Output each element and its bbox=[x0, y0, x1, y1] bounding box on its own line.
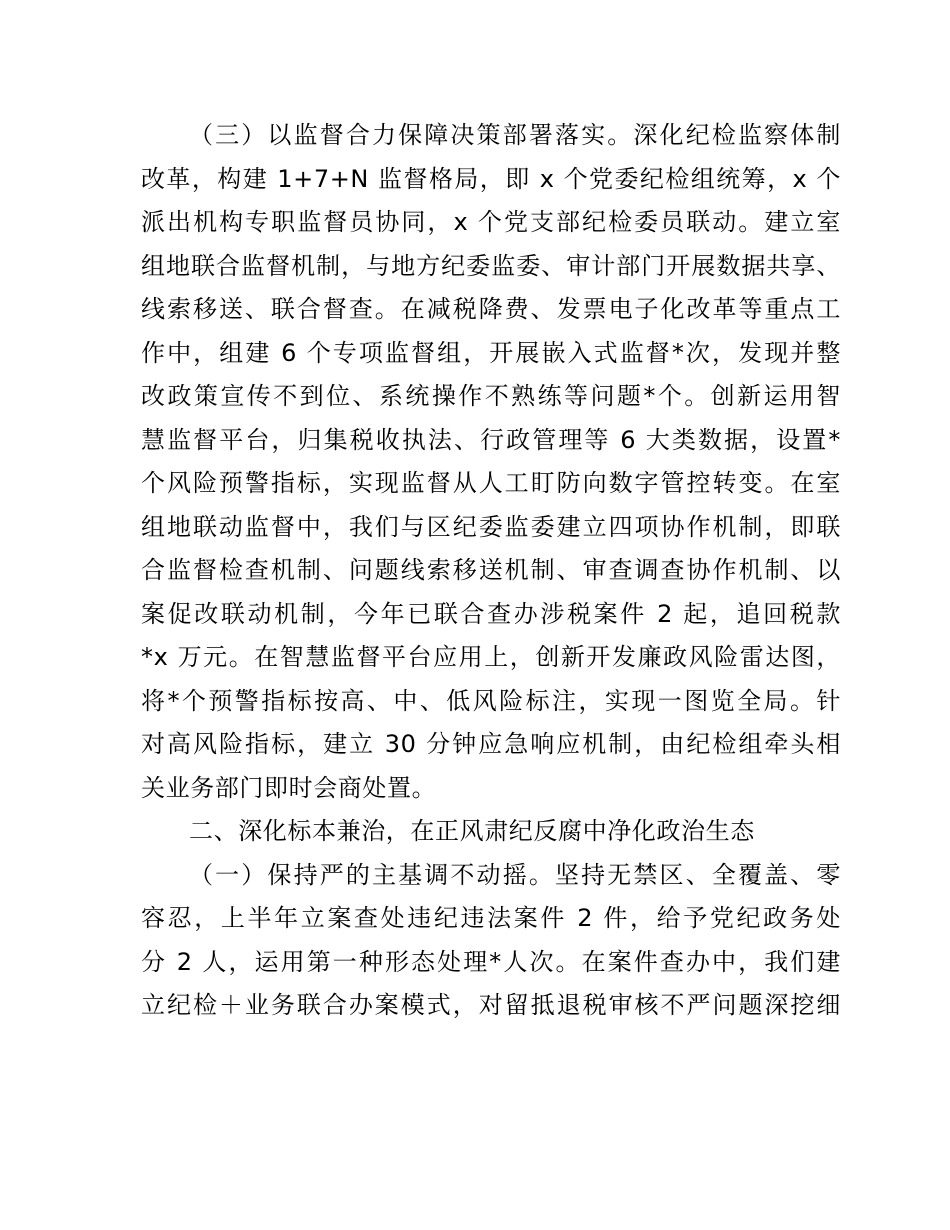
text-line: 改政策宣传不到位、系统操作不熟练等问题*个。创新运用智 bbox=[141, 382, 841, 410]
paragraph-strict-tone bbox=[141, 854, 841, 1028]
text-line: 分 2 人，运用第一种形态处理*人次。在案件查办中，我们建 bbox=[141, 947, 841, 976]
text-line: （三）以监督合力保障决策部署落实。深化纪检监察体制 bbox=[189, 121, 841, 149]
text-line: （一）保持严的主基调不动摇。坚持无禁区、全覆盖、零 bbox=[189, 860, 841, 889]
text-line: 个风险预警指标，实现监督从人工盯防向数字管控转变。在室 bbox=[141, 469, 841, 497]
text-line: 案促改联动机制，今年已联合查办涉税案件 2 起，追回税款 bbox=[141, 599, 841, 628]
text-line: 关业务部门即时会商处置。 bbox=[141, 773, 437, 802]
text-line: 容忍，上半年立案查处违纪违法案件 2 件，给予党纪政务处 bbox=[141, 904, 841, 932]
text-line: 将*个预警指标按高、中、低风险标注，实现一图览全局。针 bbox=[141, 686, 841, 715]
paragraph-supervision-synergy bbox=[141, 114, 841, 810]
text-line: 合监督检查机制、问题线索移送机制、审查调查协作机制、以 bbox=[141, 556, 841, 584]
text-line: *x 万元。在智慧监督平台应用上，创新开发廉政风险雷达图， bbox=[141, 643, 841, 671]
text-line: 改革，构建 1+7+N 监督格局，即 x 个党委纪检组统筹，x 个 bbox=[141, 164, 841, 193]
document-body bbox=[141, 114, 841, 1028]
text-line: 组地联动监督中，我们与区纪委监委建立四项协作机制，即联 bbox=[141, 512, 841, 541]
section-heading-text: 二、深化标本兼治，在正风肃纪反腐中净化政治生态 bbox=[189, 817, 755, 845]
text-line: 慧监督平台，归集税收执法、行政管理等 6 大类数据，设置* bbox=[141, 425, 841, 454]
text-line: 派出机构专职监督员协同，x 个党支部纪检委员联动。建立室 bbox=[141, 208, 841, 236]
text-line: 对高风险指标，建立 30 分钟应急响应机制，由纪检组牵头相 bbox=[141, 730, 841, 758]
text-line: 组地联合监督机制，与地方纪委监委、审计部门开展数据共享、 bbox=[141, 251, 841, 280]
text-line: 立纪检＋业务联合办案模式，对留抵退税审核不严问题深挖细 bbox=[141, 991, 841, 1019]
section-heading-two bbox=[141, 810, 841, 854]
text-line: 线索移送、联合督查。在减税降费、发票电子化改革等重点工 bbox=[141, 295, 841, 323]
text-line: 作中，组建 6 个专项监督组，开展嵌入式监督*次，发现并整 bbox=[141, 338, 841, 367]
